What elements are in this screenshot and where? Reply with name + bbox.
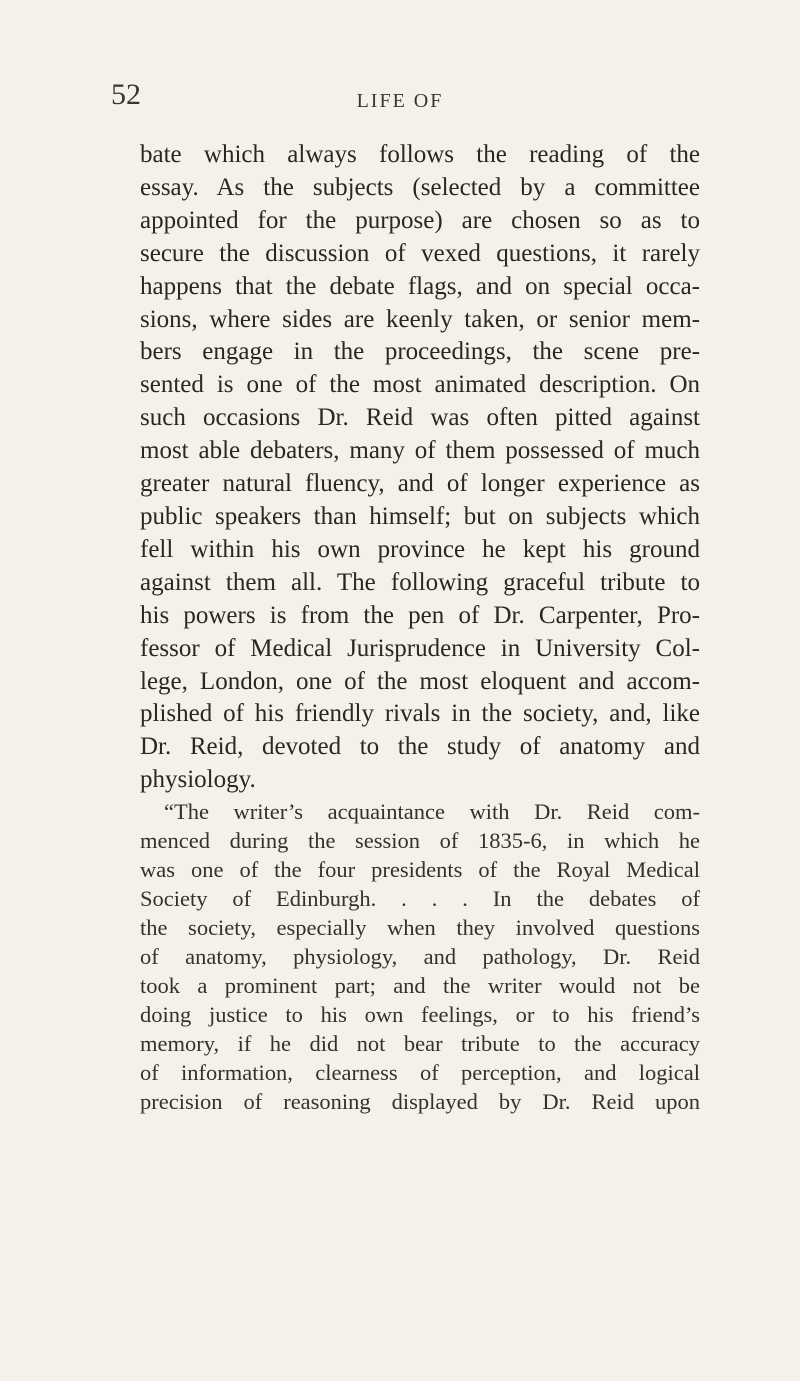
paragraph-quotation	[140, 797, 700, 1116]
quote-line: menced during the session of 1835-6, in which he	[140, 828, 700, 854]
text-line: his powers is from the pen of Dr. Carpenter, Pro-	[140, 601, 700, 629]
text-line: secure the discussion of vexed questions, it rarely	[140, 239, 700, 267]
quote-line: of anatomy, physiology, and pathology, Dr. Reid	[140, 944, 700, 970]
quote-line: the society, especially when they involved questions	[140, 915, 700, 941]
text-line: bate which always follows the reading of the	[140, 141, 700, 168]
text-line: essay. As the subjects (selected by a committee	[140, 173, 700, 201]
running-head: LIFE OF	[356, 90, 444, 112]
quote-line: memory, if he did not bear tribute to the accuracy	[140, 1031, 700, 1057]
text-line: happens that the debate flags, and on special occa-	[140, 272, 700, 300]
text-line: public speakers than himself; but on subjects which	[140, 502, 700, 530]
text-line: sions, where sides are keenly taken, or senior mem-	[140, 305, 700, 333]
body-text	[140, 139, 700, 1116]
quote-line: Society of Edinburgh. . . . In the debates of	[140, 886, 700, 912]
paragraph-narrative	[140, 139, 700, 797]
text-line: physiology.	[140, 766, 256, 794]
quote-line: took a prominent part; and the writer would not be	[140, 973, 700, 999]
text-line: sented is one of the most animated description. On	[140, 371, 700, 399]
text-line: most able debaters, many of them possessed of much	[140, 437, 700, 465]
quote-line: doing justice to his own feelings, or to his friend’s	[140, 1002, 700, 1028]
text-line: fessor of Medical Jurisprudence in University Col-	[140, 634, 700, 662]
text-line: bers engage in the proceedings, the scene pre-	[140, 338, 700, 366]
text-line: appointed for the purpose) are chosen so as to	[140, 206, 700, 234]
quote-line: of information, clearness of perception, and logical	[140, 1060, 700, 1086]
text-line: lege, London, one of the most eloquent and accom-	[140, 667, 700, 695]
quote-line: precision of reasoning displayed by Dr. Reid upon	[140, 1089, 700, 1115]
text-line: greater natural fluency, and of longer experience as	[140, 470, 700, 498]
quote-line: was one of the four presidents of the Royal Medical	[140, 857, 700, 883]
text-line: against them all. The following graceful tribute to	[140, 568, 700, 596]
page-number: 52	[111, 78, 141, 111]
text-line: fell within his own province he kept his ground	[140, 535, 700, 563]
quote-line: “The writer’s acquaintance with Dr. Reid com-	[164, 799, 700, 825]
text-line: plished of his friendly rivals in the society, and, like	[140, 700, 700, 728]
text-line: Dr. Reid, devoted to the study of anatomy and	[140, 733, 700, 761]
text-line: such occasions Dr. Reid was often pitted against	[140, 404, 700, 432]
